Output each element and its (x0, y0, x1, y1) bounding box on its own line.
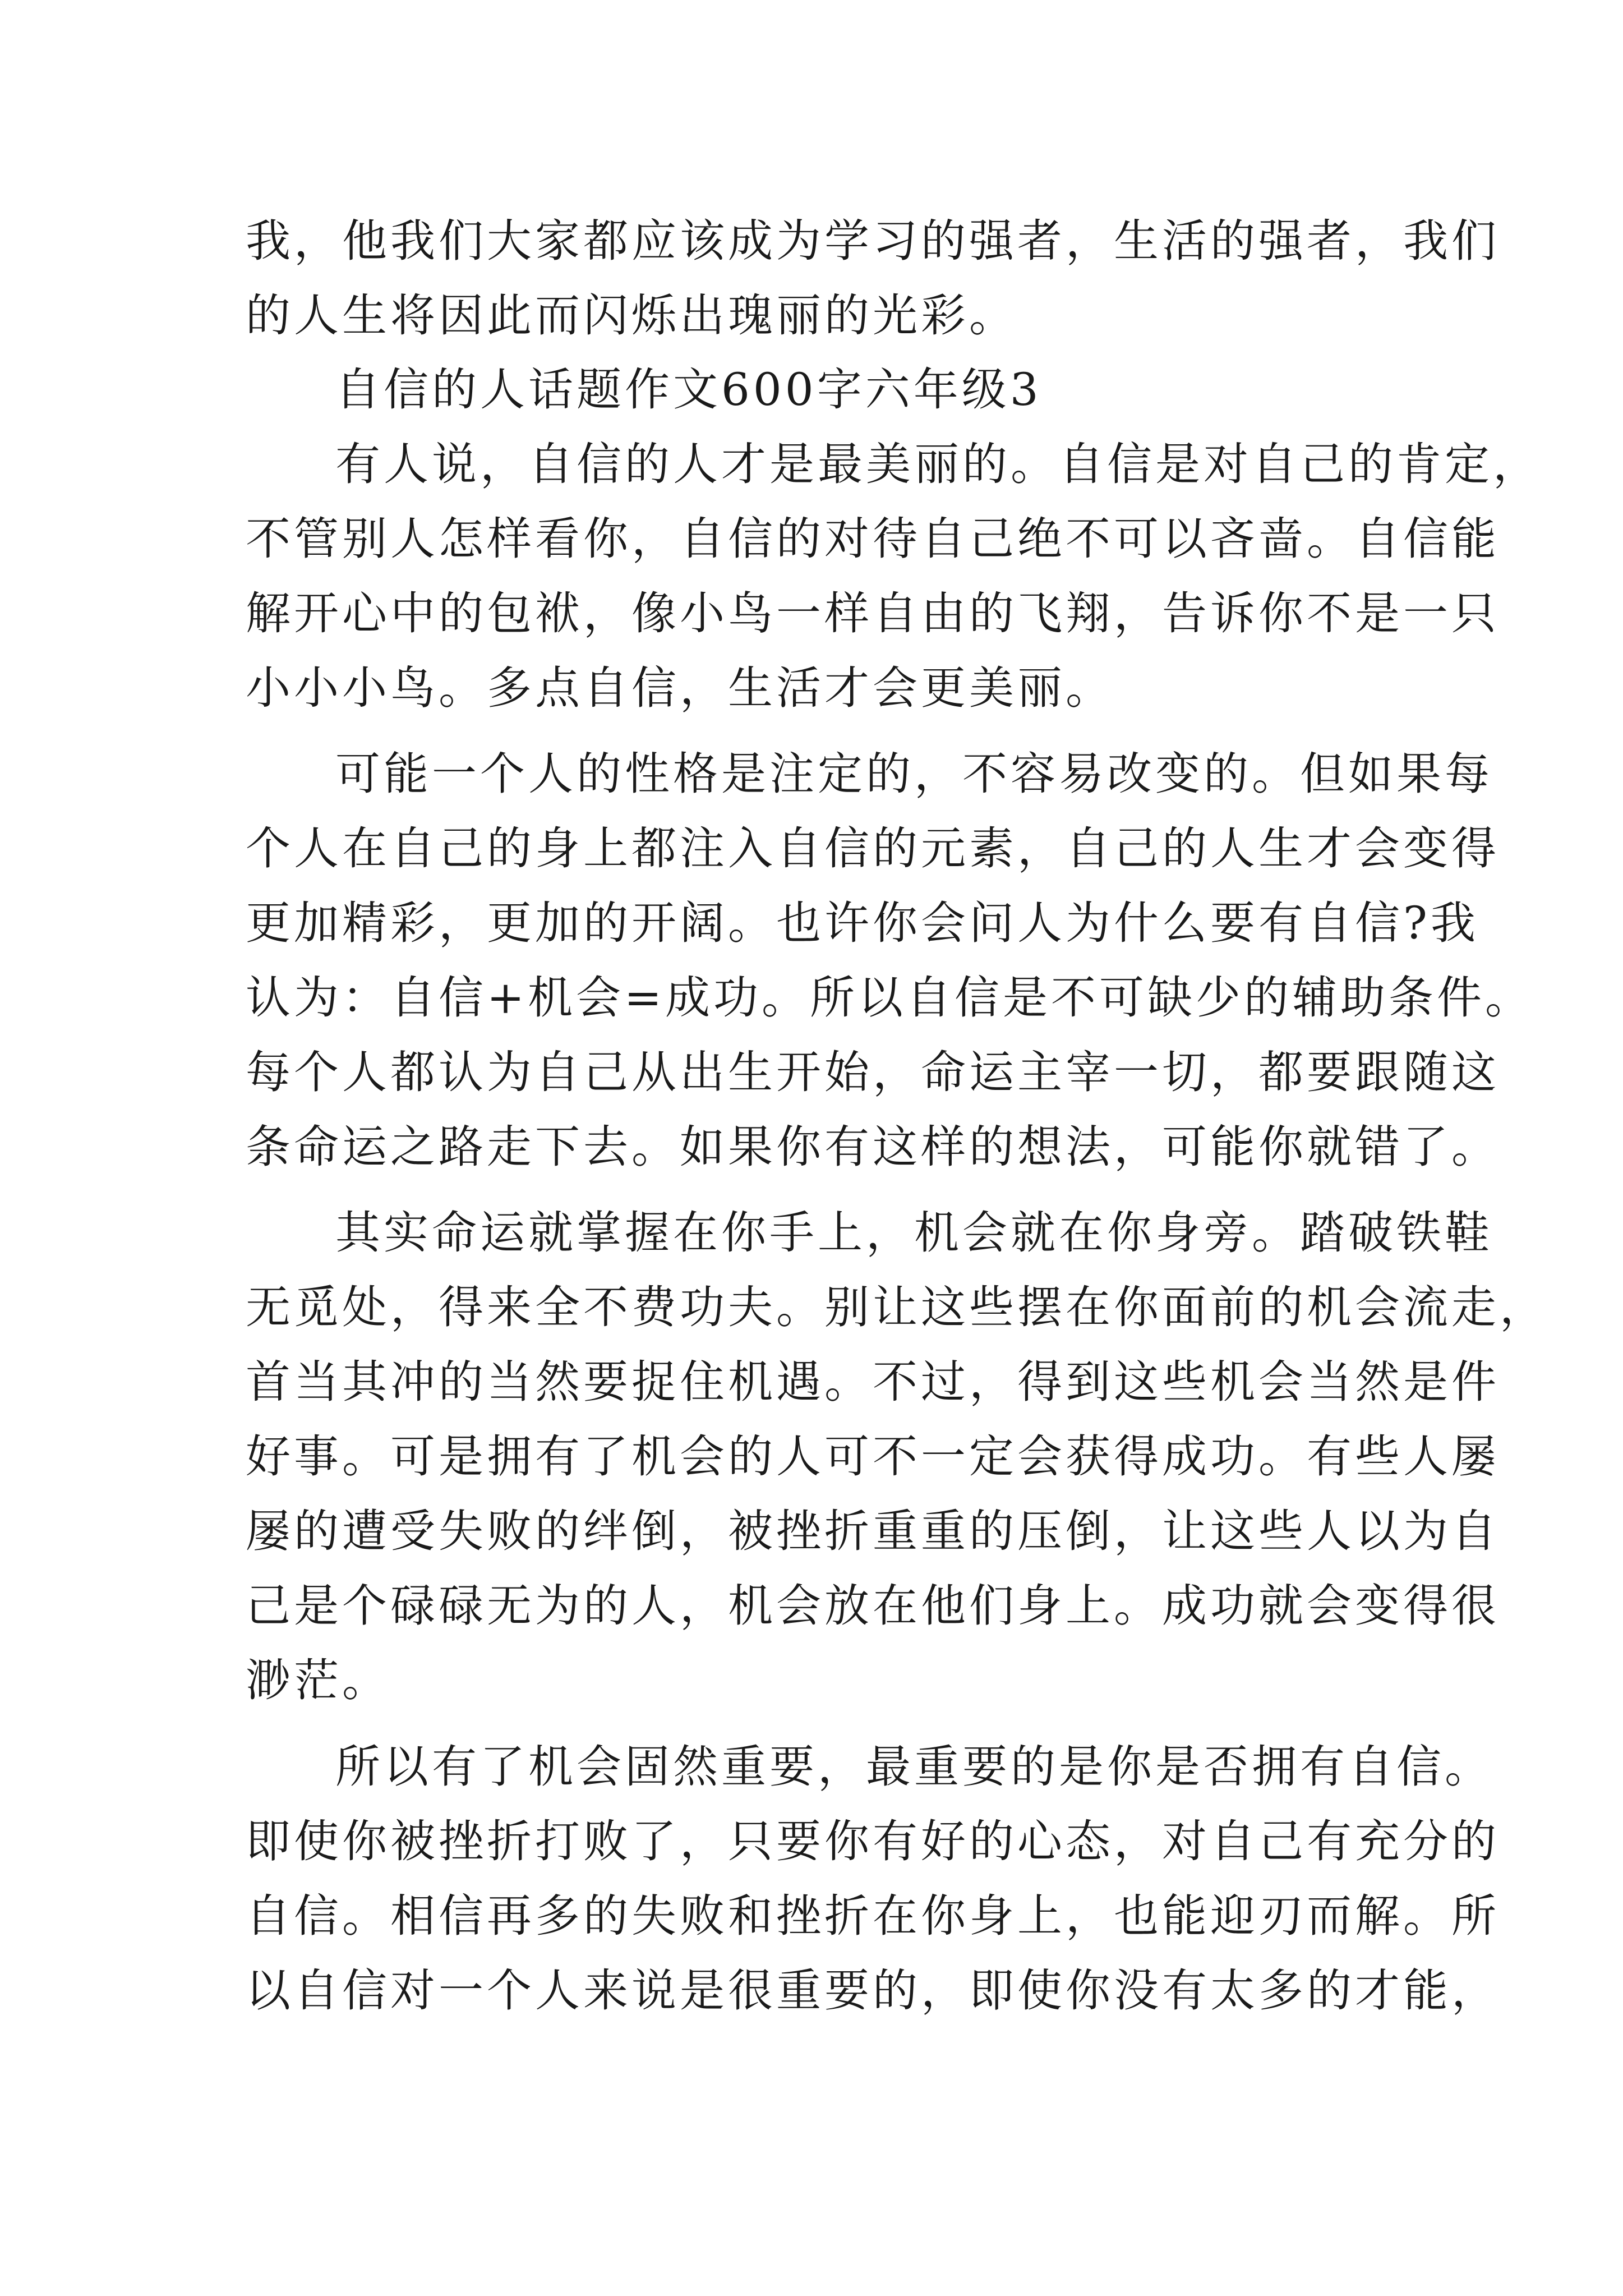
text-line: 渺茫。 (246, 1654, 390, 1706)
text-line: 小小小鸟。多点自信，生活才会更美丽。 (246, 662, 1114, 714)
text-line: 条命运之路走下去。如果你有这样的想法，可能你就错了。 (246, 1121, 1500, 1173)
text-line: 个人在自己的身上都注入自信的元素，自己的人生才会变得 (246, 822, 1500, 875)
text-line: 其实命运就掌握在你手上，机会就在你身旁。踏破铁鞋 (335, 1207, 1493, 1259)
text-line: 即使你被挫折打败了，只要你有好的心态，对自己有充分的 (246, 1815, 1500, 1867)
text-line: 首当其冲的当然要捉住机遇。不过，得到这些机会当然是件 (246, 1356, 1500, 1408)
text-line: 的人生将因此而闪烁出瑰丽的光彩。 (246, 289, 1017, 342)
text-line: 我，他我们大家都应该成为学习的强者，生活的强者，我们 (246, 215, 1500, 267)
text-line: 屡的遭受失败的绊倒，被挫折重重的压倒，让这些人以为自 (246, 1505, 1500, 1557)
text-line: 以自信对一个人来说是很重要的，即使你没有太多的才能， (246, 1964, 1500, 2017)
text-line: 认为：自信+机会=成功。所以自信是不可缺少的辅助条件。 (246, 972, 1534, 1024)
text-line: 好事。可是拥有了机会的人可不一定会获得成功。有些人屡 (246, 1430, 1500, 1483)
text-line: 所以有了机会固然重要，最重要的是你是否拥有自信。 (335, 1741, 1493, 1793)
section-heading: 自信的人话题作文600字六年级3 (335, 364, 1042, 416)
text-line: 无觅处，得来全不费功夫。别让这些摆在你面前的机会流走， (246, 1281, 1548, 1333)
text-line: 自信。相信再多的失败和挫折在你身上，也能迎刃而解。所 (246, 1890, 1500, 1942)
text-line: 每个人都认为自己从出生开始，命运主宰一切，都要跟随这 (246, 1046, 1500, 1098)
text-line: 不管别人怎样看你，自信的对待自己绝不可以吝啬。自信能 (246, 513, 1500, 565)
text-line: 可能一个人的性格是注定的，不容易改变的。但如果每 (335, 748, 1493, 800)
text-line: 有人说，自信的人才是最美丽的。自信是对自己的肯定， (335, 438, 1541, 490)
text-line: 更加精彩，更加的开阔。也许你会问人为什么要有自信?我 (246, 897, 1479, 949)
text-line: 己是个碌碌无为的人，机会放在他们身上。成功就会变得很 (246, 1580, 1500, 1632)
text-line: 解开心中的包袱，像小鸟一样自由的飞翔，告诉你不是一只 (246, 587, 1500, 639)
